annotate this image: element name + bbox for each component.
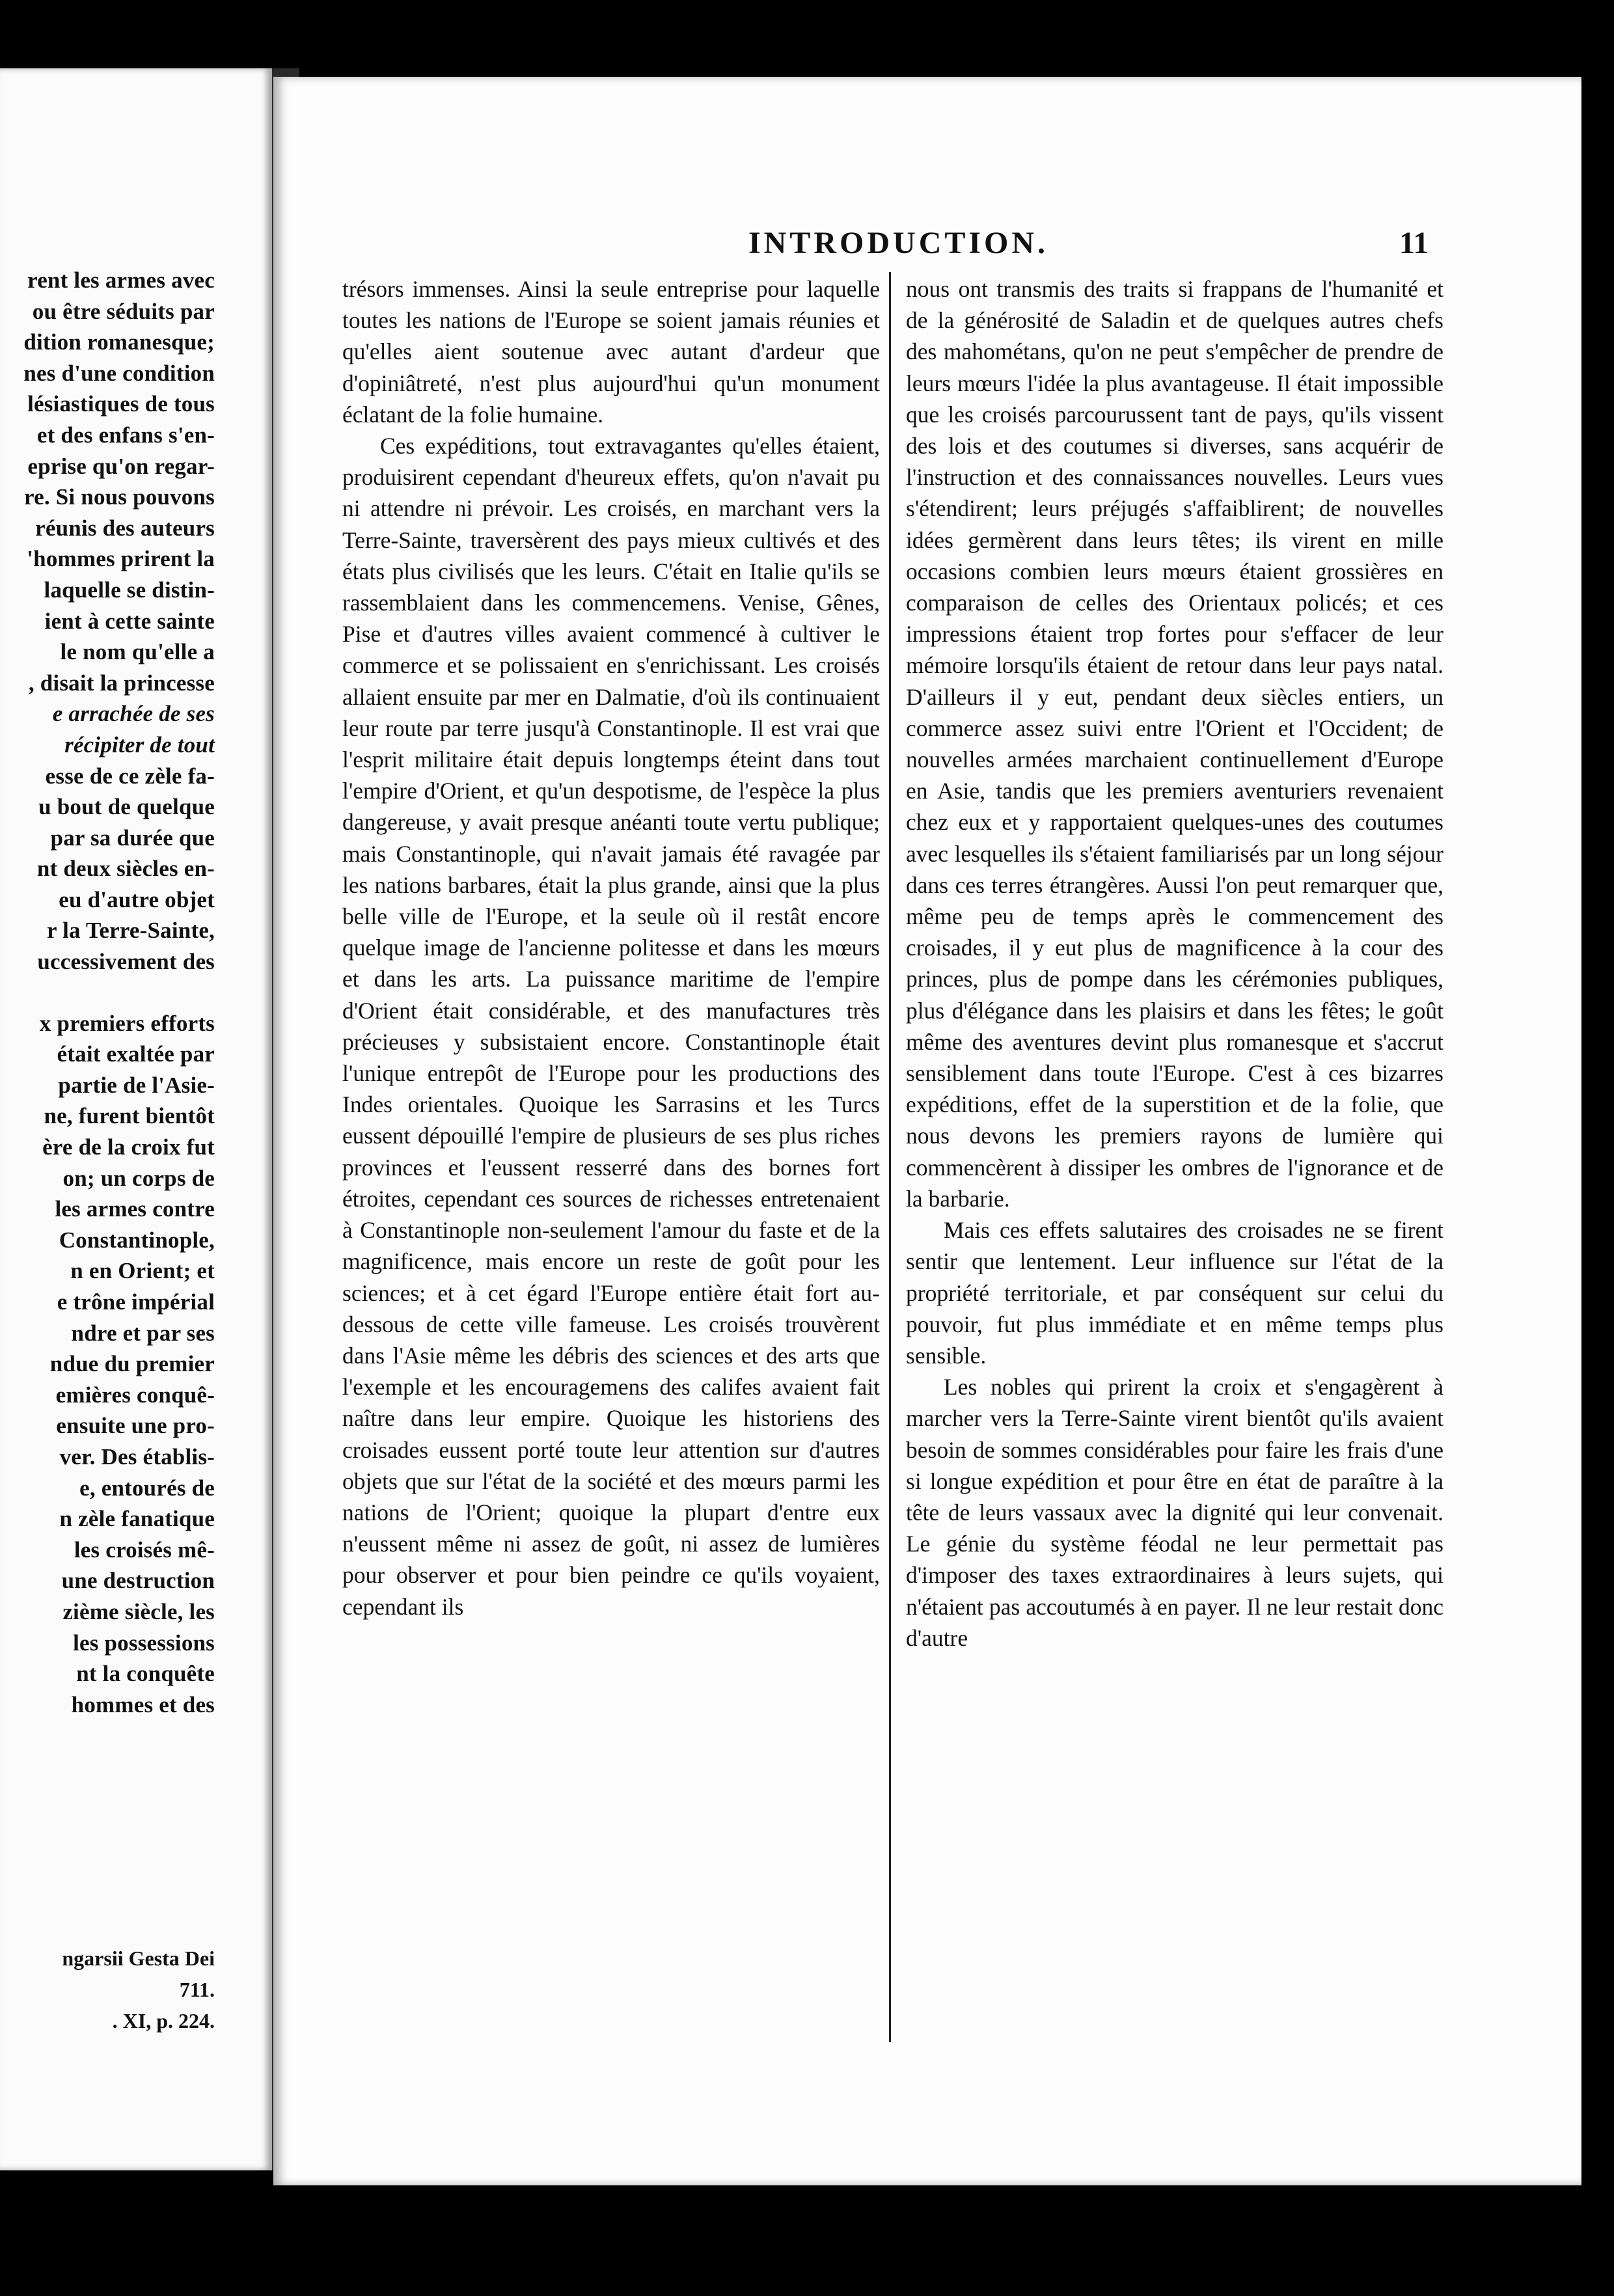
- left-page-line: nes d'une condition: [23, 360, 215, 386]
- left-page-line: les armes contre: [55, 1196, 215, 1222]
- left-page-line: r la Terre-Sainte,: [47, 918, 215, 944]
- paragraph: trésors immenses. Ainsi la seule entreprise pour laquelle toutes les nations de l'Europe se soient jamais réunies et qu'elles aient soutenue avec autant d'ardeur que d'opiniâtreté, n'est plus aujourd'hui qu'un monument éclatant de la folie humaine.: [342, 276, 880, 428]
- left-page-line: rent les armes avec: [27, 267, 215, 293]
- left-page-line: lésiastiques de tous: [27, 391, 215, 417]
- left-page-line: esse de ce zèle fa-: [45, 763, 215, 789]
- left-page-line: était exaltée par: [57, 1041, 215, 1067]
- left-page-line: x premiers efforts: [39, 1010, 215, 1036]
- left-page-line: ndre et par ses: [71, 1320, 215, 1346]
- left-page-line: dition romanesque;: [23, 329, 215, 355]
- paragraph: Les nobles qui prirent la croix et s'engagèrent à marcher vers la Terre-Sainte virent bientôt qu'ils avaient besoin de sommes considérables pour faire les frais d'une si longue expédition et pour être en état de paraître à la tête de leurs vassaux avec la dignité qui leur convenait. Le génie du système féodal ne leur permettait pas d'imposer des taxes extraordinaires à leurs sujets, qui n'étaient pas accoutumés à en payer. Il ne leur restait donc d'autre: [906, 1374, 1443, 1651]
- left-page-line: on; un corps de: [62, 1165, 215, 1191]
- page-number: 11: [1399, 226, 1429, 260]
- left-page-line: 'hommes prirent la: [27, 546, 215, 572]
- paragraph: nous ont transmis des traits si frappans de l'humanité et de la générosité de Saladin et de quelques autres chefs des mahométans, qu'on ne peut s'empêcher de prendre de leurs mœurs l'idée la plus avantageuse. Il était impossible que les croisés parcourussent tant de pays, qu'ils vissent des lois et des coutumes si diverses, sans acquérir de l'instruction et des connaissances nouvelles. Leurs vues s'étendirent; leurs préjugés s'affaiblirent; de nouvelles idées germèrent dans leurs têtes; ils virent en mille occasions combien leurs mœurs étaient grossières en comparaison de celles des Orientaux policés; et ces impressions étaient trop fortes pour s'effacer de leur mémoire lorsqu'ils étaient de retour dans leur pays natal. D'ailleurs il y eut, pendant deux siècles entiers, un commerce assez suivi entre l'Orient et l'Occident; de nouvelles armées marchaient continuellement d'Europe en Asie, tandis que les premiers aventuriers revenaient chez eux et y rapportaient quelques-unes des coutumes avec lesquelles ils s'étaient familiarisés par un long séjour dans ces terres étrangères. Aussi l'on peut remarquer que, même peu de temps après le commencement des croisades, il y eut plus de magnificence à la cour des princes, plus de pompe dans les cérémonies publiques, plus d'élégance dans les plaisirs et dans les fêtes; le goût même des aventures devint plus romanesque et s'accrut sensiblement dans toute l'Europe. C'est à ces bizarres expéditions, effet de la superstition et de la folie, que nous devons les premiers rayons de lumière qui commencèrent à dissiper les ombres de l'ignorance et de la barbarie.: [906, 276, 1443, 1212]
- left-page-line: les croisés mê-: [74, 1537, 215, 1563]
- left-page-line: laquelle se distin-: [44, 577, 215, 603]
- left-page-line: e arrachée de ses: [52, 701, 215, 727]
- left-page-line: ère de la croix fut: [42, 1134, 215, 1160]
- left-page-line: ou être séduits par: [32, 298, 215, 324]
- left-page-line: e, entourés de: [79, 1475, 215, 1501]
- left-page-line: re. Si nous pouvons: [24, 484, 215, 510]
- left-page-line: une destruction: [61, 1568, 215, 1594]
- left-page-line: ndue du premier: [49, 1351, 215, 1377]
- text-column-left: [342, 273, 880, 1622]
- left-page-line: et des enfans s'en-: [36, 422, 215, 448]
- left-page-line: partie de l'Asie-: [58, 1072, 215, 1098]
- text-column-right: [906, 273, 1443, 1654]
- left-page-line: Constantinople,: [59, 1227, 215, 1253]
- left-page-line: uccessivement des: [37, 949, 215, 975]
- left-page-line: eprise qu'on regar-: [27, 453, 215, 479]
- left-page-line: nt la conquête: [76, 1661, 215, 1687]
- left-page-line: emières conquê-: [55, 1382, 215, 1408]
- left-page-line: récipiter de tout: [64, 731, 215, 758]
- left-page-line: par sa durée que: [50, 825, 215, 851]
- left-page-line: zième siècle, les: [62, 1598, 215, 1624]
- left-page-line: le nom qu'elle a: [60, 639, 215, 665]
- left-page-line: n zèle fanatique: [59, 1506, 215, 1532]
- left-page-footnote: 711.: [179, 1978, 215, 2001]
- left-page-line: u bout de quelque: [38, 794, 215, 820]
- left-page-line: ne, furent bientôt: [44, 1103, 215, 1129]
- left-page-line: nt deux siècles en-: [36, 856, 215, 882]
- left-page-line: eu d'autre objet: [59, 886, 215, 912]
- right-page: [273, 77, 1581, 2185]
- left-page-text: [23, 265, 215, 1720]
- left-page-line: les possessions: [73, 1630, 215, 1656]
- left-page-line: hommes et des: [71, 1691, 215, 1717]
- left-page-line: n en Orient; et: [70, 1258, 215, 1284]
- left-page-footnote: . XI, p. 224.: [112, 2009, 215, 2032]
- left-page-line: réunis des auteurs: [35, 515, 215, 541]
- left-page-footnote: ngarsii Gesta Dei: [62, 1947, 215, 1970]
- left-page-fragment: [0, 68, 272, 2170]
- running-title: INTRODUCTION.: [748, 226, 1049, 260]
- left-page-line: [23, 977, 215, 1008]
- column-divider: [889, 272, 891, 2042]
- left-page-line: , disait la princesse: [28, 670, 215, 696]
- left-page-line: e trône impérial: [57, 1289, 215, 1315]
- paragraph: Ces expéditions, tout extravagantes qu'elles étaient, produisirent cependant d'heureux effets, qu'on n'avait pu ni attendre ni prévoir. Les croisés, en marchant vers la Terre-Sainte, traversèrent des pays mieux cultivés et des états plus civilisés que les leurs. C'était en Italie qu'ils se rassemblaient dans les commencemens. Venise, Gênes, Pise et d'autres villes avaient commencé à cultiver le commerce et se polissaient en s'enrichissant. Les croisés allaient ensuite par mer en Dalmatie, d'où ils continuaient leur route par terre jusqu'à Constantinople. Il est vrai que l'esprit militaire était depuis longtemps éteint dans tout l'empire d'Orient, et qu'un despotisme, de l'espèce la plus dangereuse, y avait presque anéanti toute vertu publique; mais Constantinople, qui n'avait jamais été ravagée par les nations barbares, était la plus grande, ainsi que la plus belle ville de l'Europe, et la seule où il restât encore quelque image de l'ancienne politesse et dans les mœurs et dans les arts. La puissance maritime de l'empire d'Orient était considérable, et des manufactures très précieuses y subsistaient encore. Constantinople était l'unique entrepôt de l'Europe pour les productions des Indes orientales. Quoique les Sarrasins et les Turcs eussent dépouillé l'empire de plusieurs de ses plus riches provinces et l'eussent resserré dans des bornes fort étroites, cependant ces sources de richesses entretenaient à Constantinople non-seulement l'amour du faste et de la magnificence, mais encore un reste de goût pour les sciences; et à cet égard l'Europe entière était fort au-dessous de cette ville fameuse. Les croisés trouvèrent dans l'Asie même les débris des sciences et des arts que l'exemple et les encouragemens des califes avaient fait naître dans leur empire. Quoique les historiens des croisades eussent porté toute leur attention sur d'autres objets que sur l'état de la société et des mœurs parmi les nations de l'Orient; quoique la plupart d'entre eux n'eussent même ni assez de goût, ni assez de lumières pour observer et pour bien peindre ce qu'ils voyaient, cependant ils: [342, 433, 880, 1620]
- paragraph: Mais ces effets salutaires des croisades ne se firent sentir que lentement. Leur influence sur l'état de la propriété territoriale, et par conséquent sur celui du pouvoir, fut plus immédiate et en même temps plus sensible.: [906, 1217, 1443, 1369]
- left-page-footnotes: [62, 1943, 215, 2036]
- left-page-line: ver. Des établis-: [59, 1443, 215, 1469]
- left-page-line: ient à cette sainte: [44, 608, 215, 634]
- left-page-line: ensuite une pro-: [56, 1413, 215, 1439]
